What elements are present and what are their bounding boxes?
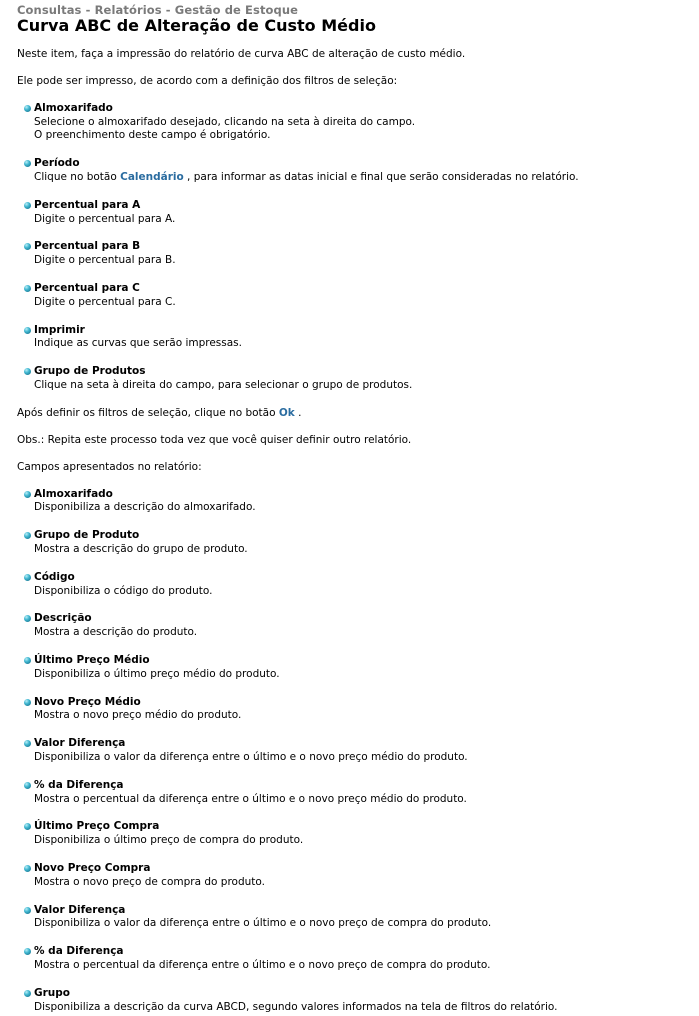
breadcrumb: Consultas - Relatórios - Gestão de Estoque — [17, 3, 299, 17]
bullet-icon — [24, 657, 31, 664]
list-item — [23, 365, 699, 392]
item-title: Último Preço Médio — [34, 654, 150, 667]
item-title: Grupo de Produto — [34, 529, 140, 542]
list-item — [23, 240, 699, 267]
item-title: Último Preço Compra — [34, 820, 160, 833]
text-segment: . — [294, 406, 302, 419]
item-description: Mostra o novo preço médio do produto. — [34, 709, 242, 722]
item-title: Imprimir — [34, 323, 85, 336]
item-title: Grupo — [34, 986, 71, 999]
item-title: Percentual para A — [34, 198, 141, 211]
item-description: Digite o percentual para C. — [34, 295, 176, 308]
bullet-icon — [24, 948, 31, 955]
list-item — [23, 157, 699, 184]
list-item — [23, 779, 699, 806]
item-title: Valor Diferença — [34, 903, 126, 916]
item-title: Novo Preço Médio — [34, 695, 141, 708]
bullet-icon — [24, 327, 31, 334]
bullet-icon — [24, 823, 31, 830]
fields-list — [17, 488, 699, 1015]
item-title: % da Diferença — [34, 778, 124, 791]
item-description: Mostra o percentual da diferença entre o último e o novo preço de compra do produto. — [34, 958, 491, 971]
bullet-icon — [24, 160, 31, 167]
item-description: O preenchimento deste campo é obrigatório. — [34, 129, 271, 142]
text-segment: Após definir os filtros de seleção, clique no botão — [17, 406, 279, 419]
bullet-icon — [24, 865, 31, 872]
page-title: Curva ABC de Alteração de Custo Médio — [17, 16, 376, 35]
item-title: Percentual para B — [34, 240, 141, 253]
list-item — [23, 324, 699, 351]
item-description: Disponibiliza o último preço de compra do produto. — [34, 834, 304, 847]
list-item — [23, 987, 699, 1014]
bullet-icon — [24, 574, 31, 581]
fields-intro-text: Campos apresentados no relatório: — [17, 460, 202, 473]
item-description: Disponibiliza o código do produto. — [34, 584, 213, 597]
intro-text: Neste item, faça a impressão do relatório de curva ABC de alteração de custo médio. — [17, 48, 466, 60]
bullet-icon — [24, 285, 31, 292]
list-item — [23, 282, 699, 309]
item-title: Período — [34, 157, 80, 170]
item-title: Descrição — [34, 612, 92, 625]
list-item — [23, 529, 699, 556]
bullet-icon — [24, 368, 31, 375]
bullet-icon — [24, 782, 31, 789]
list-item — [23, 612, 699, 639]
item-title: Código — [34, 570, 75, 583]
list-item — [23, 199, 699, 226]
bullet-icon — [24, 532, 31, 539]
after-filters-text — [17, 407, 699, 420]
bullet-icon — [24, 491, 31, 498]
item-title: Grupo de Produtos — [34, 365, 146, 378]
item-description: Clique na seta à direita do campo, para selecionar o grupo de produtos. — [34, 378, 413, 391]
filters-list — [17, 102, 699, 393]
list-item — [23, 820, 699, 847]
bullet-icon — [24, 907, 31, 914]
item-description: Indique as curvas que serão impressas. — [34, 337, 242, 350]
list-item — [23, 945, 699, 972]
item-description: Disponibiliza o valor da diferença entre o último e o novo preço de compra do produto. — [34, 917, 492, 930]
obs-text: Obs.: Repita este processo toda vez que você quiser definir outro relatório. — [17, 433, 412, 446]
item-title: Valor Diferença — [34, 737, 126, 750]
item-description: Mostra a descrição do grupo de produto. — [34, 542, 248, 555]
list-item — [23, 102, 699, 143]
item-description: Selecione o almoxarifado desejado, clicando na seta à direita do campo. — [34, 115, 416, 128]
bullet-icon — [24, 202, 31, 209]
list-item — [23, 737, 699, 764]
list-item — [23, 488, 699, 515]
item-description: Mostra o percentual da diferença entre o último e o novo preço médio do produto. — [34, 792, 467, 805]
bullet-icon — [24, 615, 31, 622]
item-description: Digite o percentual para A. — [34, 212, 176, 225]
bullet-icon — [24, 990, 31, 997]
bullet-icon — [24, 740, 31, 747]
item-description: Disponibiliza o valor da diferença entre o último e o novo preço médio do produto. — [34, 750, 468, 763]
item-description: Disponibiliza a descrição da curva ABCD, segundo valores informados na tela de filtros do relatório. — [34, 1000, 558, 1013]
item-title: % da Diferença — [34, 945, 124, 958]
list-item — [23, 571, 699, 598]
item-description: Mostra o novo preço de compra do produto. — [34, 875, 265, 888]
item-title: Percentual para C — [34, 282, 140, 295]
item-title: Novo Preço Compra — [34, 862, 151, 875]
item-title: Almoxarifado — [34, 487, 113, 500]
list-item — [23, 904, 699, 931]
ok-button-reference: Ok — [278, 406, 295, 419]
bullet-icon — [24, 105, 31, 112]
filters-intro-text: Ele pode ser impresso, de acordo com a definição dos filtros de seleção: — [17, 75, 398, 87]
list-item — [23, 654, 699, 681]
list-item — [23, 696, 699, 723]
calendar-button-reference: Calendário — [120, 171, 184, 183]
item-description: Digite o percentual para B. — [34, 254, 176, 267]
item-description — [34, 171, 699, 185]
desc-text: Clique no botão — [34, 171, 121, 183]
item-description: Disponibiliza o último preço médio do produto. — [34, 667, 280, 680]
desc-text: , para informar as datas inicial e final que serão consideradas no relatório. — [183, 171, 579, 183]
list-item — [23, 862, 699, 889]
item-title: Almoxarifado — [34, 102, 113, 114]
item-description: Mostra a descrição do produto. — [34, 626, 198, 639]
bullet-icon — [24, 243, 31, 250]
bullet-icon — [24, 699, 31, 706]
item-description: Disponibiliza a descrição do almoxarifado. — [34, 501, 256, 514]
